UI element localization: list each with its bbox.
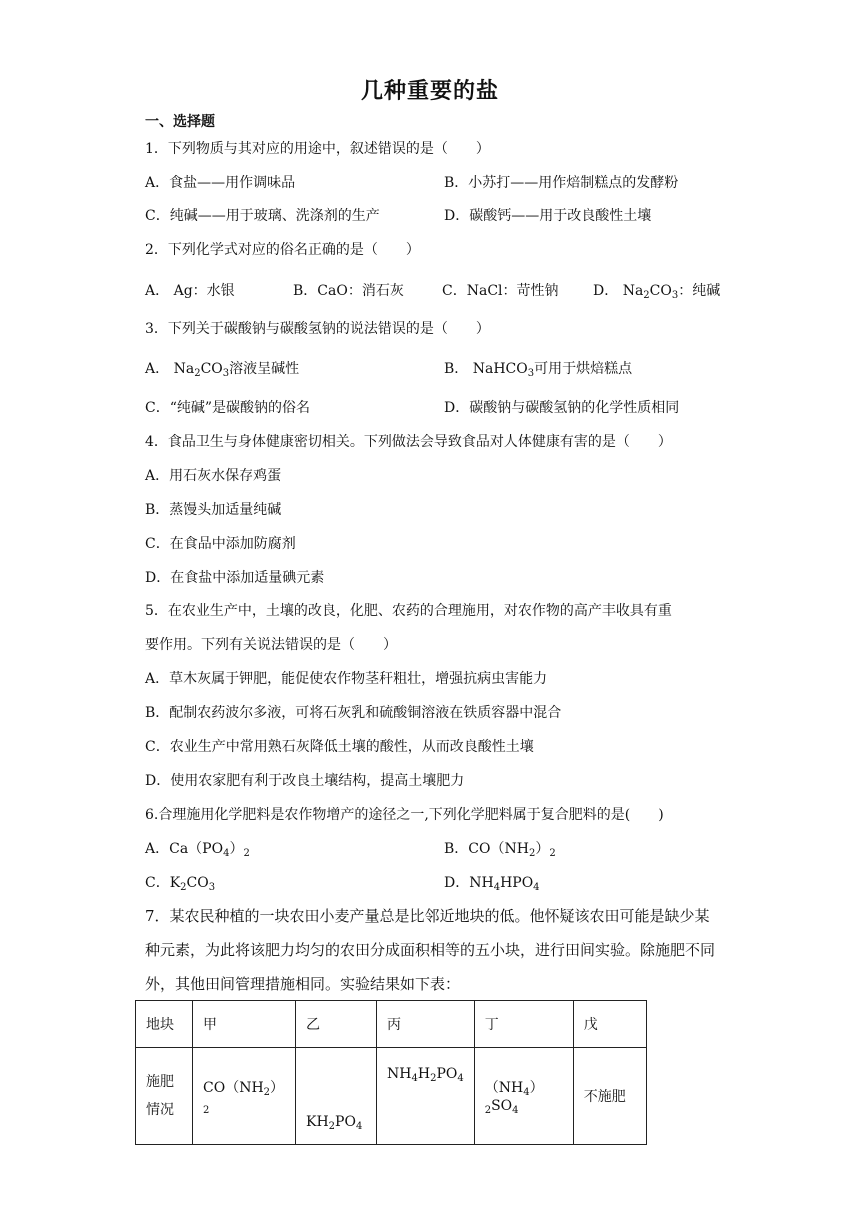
experiment-results-table xyxy=(135,1000,647,1145)
question-4-option-b: B．蒸馒头加适量纯碱 xyxy=(145,502,282,518)
table-header-row xyxy=(136,1001,647,1048)
question-1-option-d: D．碳酸钙——用于改良酸性土壤 xyxy=(444,208,652,224)
question-2-option-b: B．CaO：消石灰 xyxy=(293,283,404,299)
table-header-cell: 甲 xyxy=(193,1001,296,1048)
table-cell: $KH_2PO_4$ xyxy=(296,1048,377,1145)
question-3-option-d: D．碳酸钠与碳酸氢钠的化学性质相同 xyxy=(444,400,680,416)
question-5-option-d: D．使用农家肥有利于改良土壤结构，提高土壤肥力 xyxy=(145,773,465,789)
table-header-cell: 丁 xyxy=(474,1001,573,1048)
table-header-cell: 地块 xyxy=(136,1001,193,1048)
question-2-options xyxy=(145,281,721,301)
question-1-stem: 1．下列物质与其对应的用途中，叙述错误的是（ ） xyxy=(145,141,490,157)
table-cell: $(NH_4)_2SO_4$ xyxy=(474,1048,573,1145)
question-4-stem: 4．食品卫生与身体健康密切相关。下列做法会导致食品对人体健康有害的是（ ） xyxy=(145,434,672,450)
question-4-option-c: C．在食品中添加防腐剂 xyxy=(145,536,296,552)
question-6-option-c: C．$K_2CO_3$ xyxy=(145,875,216,893)
section-heading: 一、选择题 xyxy=(145,114,215,130)
question-6-option-a: A．$Ca(PO_4)_2$ xyxy=(145,841,250,859)
question-2-stem: 2．下列化学式对应的俗名正确的是（ ） xyxy=(145,242,420,258)
question-3-option-a: A． $Na_2CO_3$溶液呈碱性 xyxy=(145,361,300,379)
question-6-option-d: D．$NH_4HPO_4$ xyxy=(444,875,540,893)
question-1-option-b: B．小苏打——用作焙制糕点的发酵粉 xyxy=(444,175,679,191)
question-7-stem-line3: 外，其他田间管理措施相同。实验结果如下表： xyxy=(145,975,461,993)
question-5-option-a: A．草木灰属于钾肥，能促使农作物茎秆粗壮，增强抗病虫害能力 xyxy=(145,671,548,687)
question-3-option-b: B． NaHCO$_3$可用于烘焙糕点 xyxy=(444,361,633,379)
question-1-option-c: C．纯碱——用于玻璃、洗涤剂的生产 xyxy=(145,208,380,224)
table-cell: $NH_4H_2PO_4$ xyxy=(377,1048,475,1145)
table-header-cell: 乙 xyxy=(296,1001,377,1048)
table-header-cell: 丙 xyxy=(377,1001,475,1048)
question-6-option-b: B．$CO(NH_2)_2$ xyxy=(444,841,556,859)
question-4-option-a: A．用石灰水保存鸡蛋 xyxy=(145,468,282,484)
table-row-label: 施肥 情况 xyxy=(136,1048,193,1145)
question-5-stem-line2: 要作用。下列有关说法错误的是（ ） xyxy=(145,637,397,653)
question-7-stem-line2: 种元素，为此将该肥力均匀的农田分成面积相等的五小块，进行田间实验。除施肥不同 xyxy=(145,941,716,959)
question-2-option-a: A． Ag：水银 xyxy=(145,283,235,299)
question-5-option-c: C．农业生产中常用熟石灰降低土壤的酸性，从而改良酸性土壤 xyxy=(145,739,534,755)
question-5-option-b: B．配制农药波尔多液，可将石灰乳和硫酸铜溶液在铁质容器中混合 xyxy=(145,705,562,721)
question-3-stem: 3．下列关于碳酸钠与碳酸氢钠的说法错误的是（ ） xyxy=(145,321,490,337)
table-row xyxy=(136,1048,647,1145)
question-4-option-d: D．在食盐中添加适量碘元素 xyxy=(145,570,325,586)
page-title: 几种重要的盐 xyxy=(360,79,499,104)
question-7-stem-line1: 7．某农民种植的一块农田小麦产量总是比邻近地块的低。他怀疑该农田可能是缺少某 xyxy=(145,907,710,925)
question-1-option-a: A．食盐——用作调味品 xyxy=(145,175,296,191)
question-3-option-c: C．“纯碱”是碳酸钠的俗名 xyxy=(145,400,311,416)
question-2-option-c: C．NaCl：苛性钠 xyxy=(442,283,559,299)
question-6-stem: 6.合理施用化学肥料是农作物增产的途径之一,下列化学肥料属于复合肥料的是( ) xyxy=(145,807,664,823)
table-cell: $CO(NH_2)_2$ xyxy=(193,1048,296,1145)
question-2-option-d: D． $Na_2CO_3$：纯碱 xyxy=(593,283,721,301)
question-5-stem-line1: 5．在农业生产中，土壤的改良，化肥、农药的合理施用，对农作物的高产丰收具有重 xyxy=(145,603,672,619)
table-cell: 不施肥 xyxy=(573,1048,646,1145)
table-header-cell: 戊 xyxy=(573,1001,646,1048)
